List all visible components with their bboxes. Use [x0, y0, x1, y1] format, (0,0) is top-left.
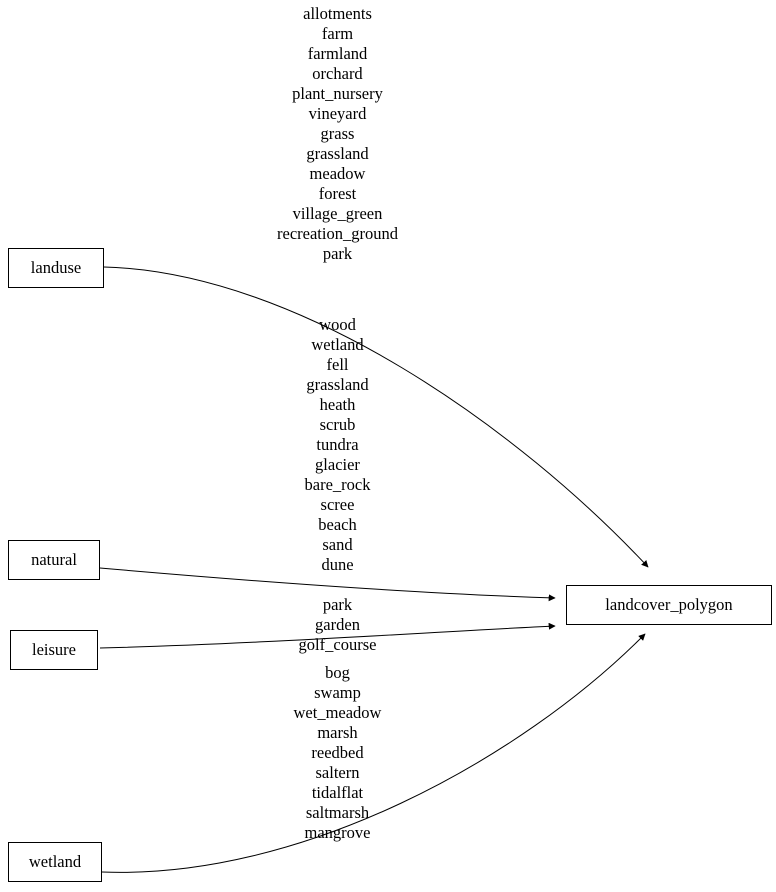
- edge-value: beach: [318, 515, 357, 534]
- edge-value: swamp: [314, 683, 361, 702]
- node-natural-label: natural: [31, 550, 77, 569]
- edge-value: heath: [319, 395, 356, 414]
- edge-value: bog: [325, 663, 350, 682]
- node-landcover-polygon[interactable]: [566, 585, 772, 625]
- edge-value: sand: [322, 535, 353, 554]
- edge-value: reedbed: [311, 743, 364, 762]
- edge-value: farm: [321, 24, 354, 43]
- edge-value: mangrove: [304, 823, 371, 842]
- edge-value: village_green: [292, 204, 383, 223]
- edge-value: marsh: [317, 723, 358, 742]
- edge-value: dune: [321, 555, 354, 574]
- edge-values-wetland: [155, 663, 520, 843]
- edge-values-landuse: [155, 4, 520, 264]
- edge-value: orchard: [312, 64, 363, 83]
- node-leisure[interactable]: [10, 630, 98, 670]
- edge-value: fell: [326, 355, 349, 374]
- edge-value: forest: [318, 184, 357, 203]
- edge-value: plant_nursery: [292, 84, 383, 103]
- edge-value: grassland: [306, 144, 369, 163]
- node-landuse-label: landuse: [30, 258, 82, 277]
- edge-value: garden: [315, 615, 360, 634]
- edge-value: glacier: [315, 455, 360, 474]
- edge-value: golf_course: [298, 635, 377, 654]
- edge-value: tundra: [316, 435, 359, 454]
- node-landuse[interactable]: [8, 248, 104, 288]
- edge-values-natural: [155, 315, 520, 575]
- node-wetland-label: wetland: [28, 852, 82, 871]
- edge-value: saltmarsh: [305, 803, 370, 822]
- node-leisure-label: leisure: [32, 640, 76, 659]
- edge-value: farmland: [307, 44, 368, 63]
- edge-value: wood: [319, 315, 356, 334]
- edge-value: park: [322, 595, 353, 614]
- edge-value: allotments: [303, 4, 372, 23]
- edge-value: grass: [320, 124, 355, 143]
- edge-value: meadow: [309, 164, 366, 183]
- edge-value: bare_rock: [304, 475, 371, 494]
- edge-values-leisure: [155, 595, 520, 655]
- edge-value: scree: [320, 495, 355, 514]
- edge-value: wet_meadow: [293, 703, 382, 722]
- edge-value: saltern: [315, 763, 360, 782]
- edge-value: wetland: [311, 335, 364, 354]
- edge-value: park: [322, 244, 353, 263]
- edge-value: grassland: [306, 375, 369, 394]
- node-natural[interactable]: [8, 540, 100, 580]
- node-wetland[interactable]: [8, 842, 102, 882]
- edge-value: recreation_ground: [277, 224, 398, 243]
- edge-value: vineyard: [308, 104, 367, 123]
- node-landcover-polygon-label: landcover_polygon: [605, 595, 733, 614]
- edge-value: scrub: [319, 415, 356, 434]
- edge-value: tidalflat: [311, 783, 364, 802]
